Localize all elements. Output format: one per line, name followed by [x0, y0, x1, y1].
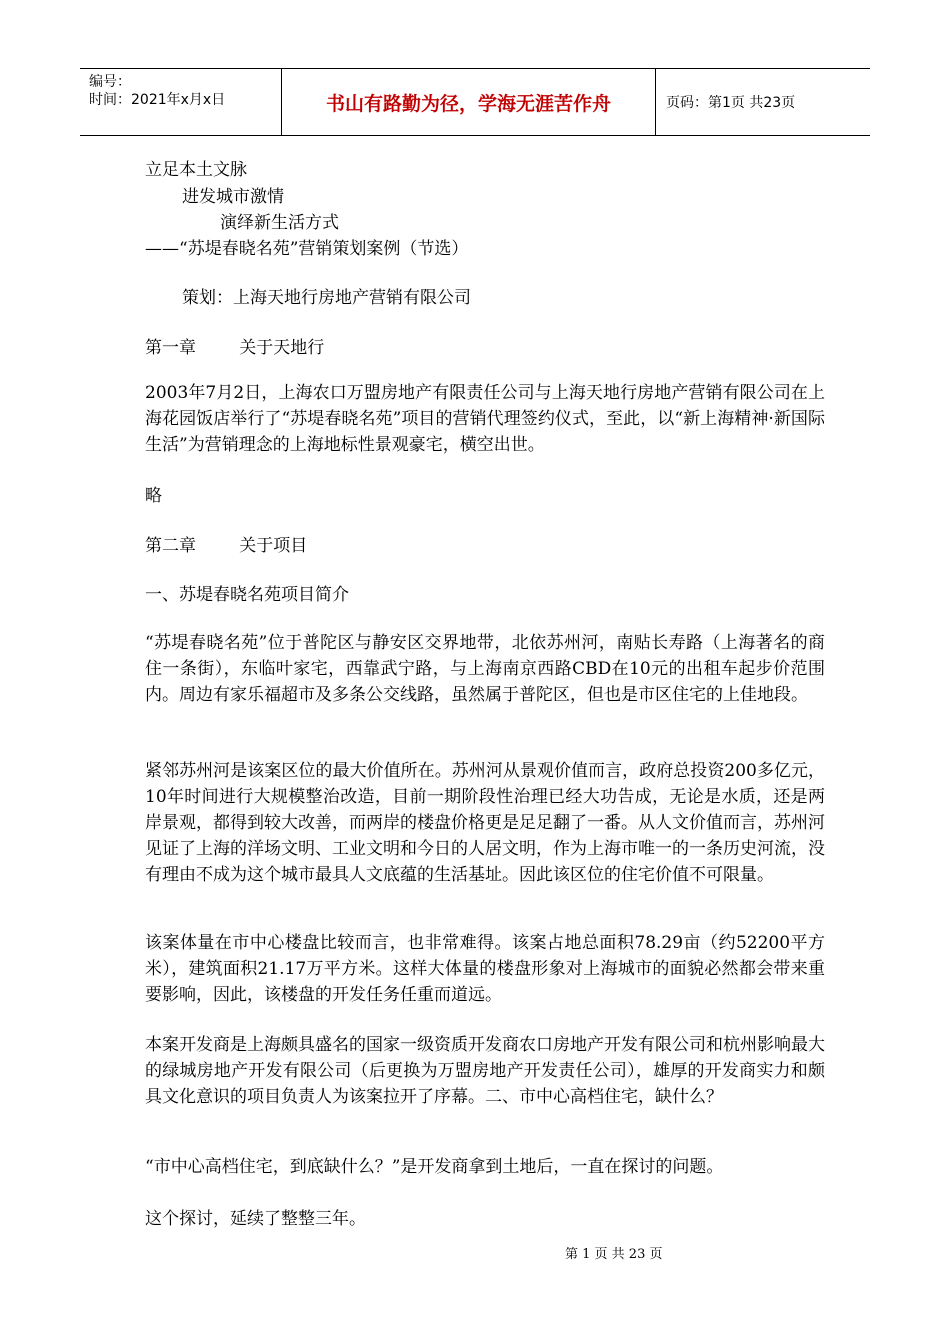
document-number-label: 编号：: [89, 74, 131, 90]
document-date-label: 时间：2021年x月x日: [89, 92, 226, 108]
header-motto: 书山有路勤为径，学海无涯苦作舟: [282, 69, 656, 135]
title-line-3: 演绎新生活方式: [220, 213, 339, 233]
section-1-heading: 一、苏堤春晓名苑项目简介: [145, 585, 349, 605]
page-header: [80, 68, 870, 136]
chapter-2-paragraph-4: 本案开发商是上海颇具盛名的国家一级资质开发商农口房地产开发有限公司和杭州影响最大的绿城房地产开发有限公司（后更换为万盟房地产开发责任公司），雄厚的开发商实力和颇具文化意识的项目负责人为该案拉开了序幕。二、市中心高档住宅，缺什么？: [145, 1035, 825, 1107]
header-meta: [80, 69, 282, 135]
header-page-info: 页码：第1页 共23页: [666, 95, 796, 111]
chapter-2-paragraph-5: “市中心高档住宅，到底缺什么？”是开发商拿到土地后，一直在探讨的问题。: [145, 1157, 724, 1177]
title-line-1: 立足本土文脉: [145, 160, 247, 180]
title-line-2: 进发城市激情: [182, 187, 284, 207]
page-footer: 第 1 页 共 23 页: [565, 1247, 663, 1262]
chapter-1-heading: 第一章 关于天地行: [145, 338, 325, 358]
title-line-4: ——“苏堤春晓名苑”营销策划案例（节选）: [145, 239, 469, 259]
chapter-2-paragraph-2: 紧邻苏州河是该案区位的最大价值所在。苏州河从景观价值而言，政府总投资200多亿元，10年时间进行大规模整治改造，目前一期阶段性治理已经大功告成，无论是水质，还是两岸景观，都得到较大改善，而两岸的楼盘价格更是足足翻了一番。从人文价值而言，苏州河见证了上海的洋场文明、工业文明和今日的人居文明，作为上海市唯一的一条历史河流，没有理由不成为这个城市最具人文底蕴的生活基址。因此该区位的住宅价值不可限量。: [145, 761, 825, 885]
chapter-1-paragraph-2: 略: [145, 486, 162, 506]
planner-line: 策划：上海天地行房地产营销有限公司: [182, 288, 471, 308]
chapter-2-heading: 第二章 关于项目: [145, 536, 308, 556]
chapter-2-paragraph-3: 该案体量在市中心楼盘比较而言，也非常难得。该案占地总面积78.29亩（约52200平方米），建筑面积21.17万平方米。这样大体量的楼盘形象对上海城市的面貌必然都会带来重要影响，因此，该楼盘的开发任务任重而道远。: [145, 933, 825, 1005]
chapter-1-paragraph-1: 2003年7月2日，上海农口万盟房地产有限责任公司与上海天地行房地产营销有限公司在上海花园饭店举行了“苏堤春晓名苑”项目的营销代理签约仪式，至此，以“新上海精神·新国际生活”为营销理念的上海地标性景观豪宅，横空出世。: [145, 383, 825, 455]
chapter-2-paragraph-6: 这个探讨，延续了整整三年。: [145, 1209, 366, 1229]
chapter-2-paragraph-1: “苏堤春晓名苑”位于普陀区与静安区交界地带，北依苏州河，南贴长寿路（上海著名的商住一条街），东临叶家宅，西靠武宁路，与上海南京西路CBD在10元的出租车起步价范围内。周边有家乐福超市及多条公交线路，虽然属于普陀区，但也是市区住宅的上佳地段。: [145, 633, 825, 705]
